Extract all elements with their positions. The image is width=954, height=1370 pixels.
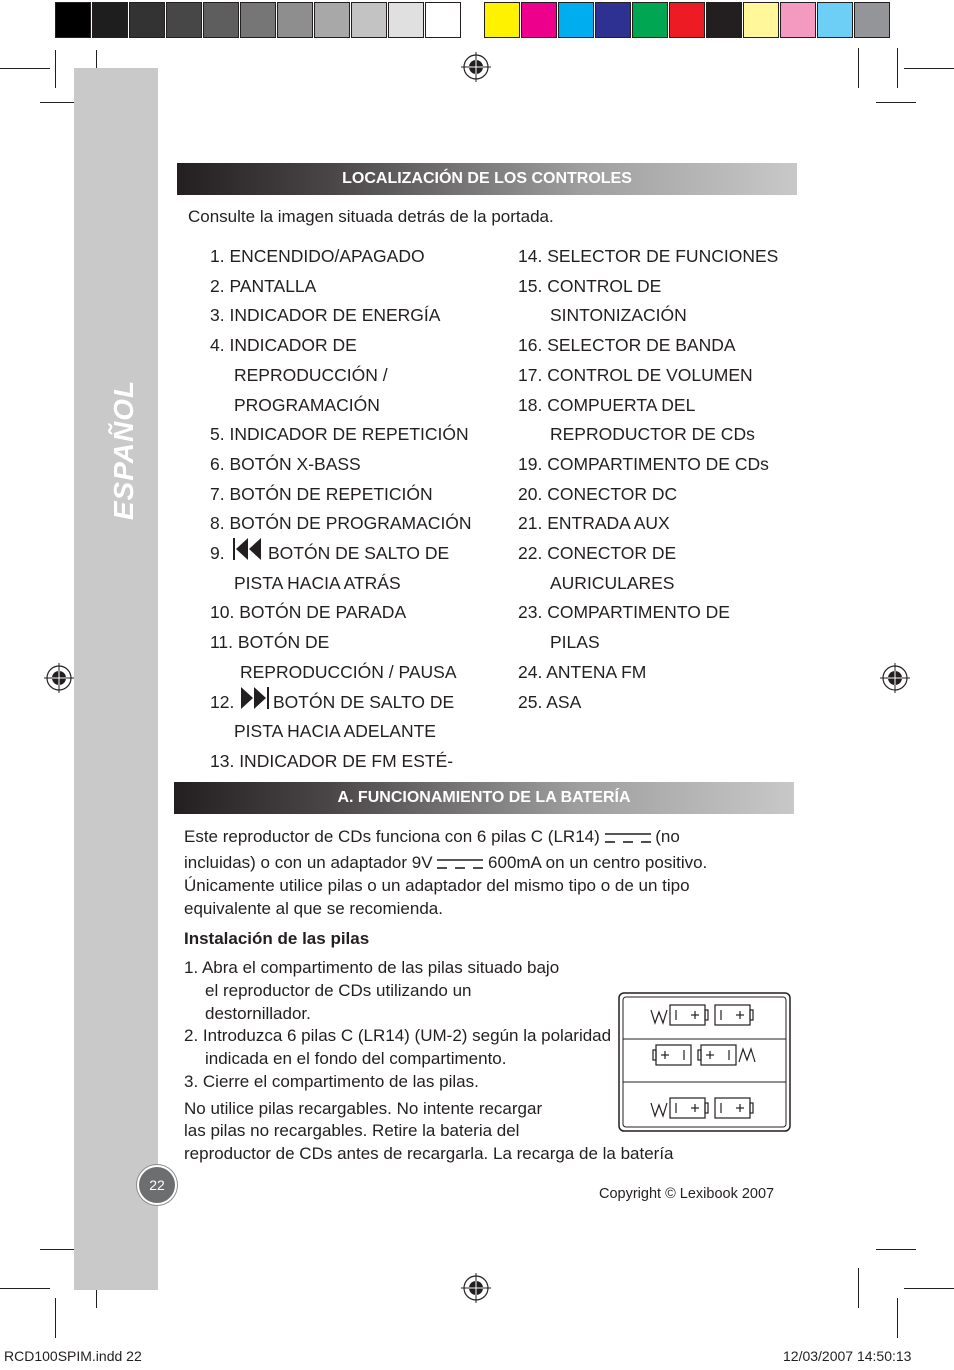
crop-mark [0,68,50,69]
color-swatch [129,2,165,38]
dc-symbol-icon [437,858,483,870]
control-item: 4. INDICADOR DE [210,335,357,356]
color-swatch [706,2,742,38]
control-item: REPRODUCTOR DE CDs [550,424,755,445]
control-item: 19. COMPARTIMENTO DE CDs [518,453,769,474]
crop-mark [55,50,56,88]
step-line: 3. Cierre el compartimento de las pilas. [184,1072,479,1091]
crop-mark [55,1298,56,1338]
crop-mark [40,1249,78,1250]
registration-mark-icon [461,52,491,82]
color-swatch [780,2,816,38]
battery-paragraph-line: equivalente al que se recomienda. [184,899,443,918]
color-swatch [743,2,779,38]
section-header-controls [177,163,797,195]
battery-paragraph-line: Únicamente utilice pilas o un adaptador del mismo tipo o de un tipo [184,876,690,895]
control-item: 22. CONECTOR DE [518,543,677,563]
control-item: 24. ANTENA FM [518,661,647,682]
control-item: 21. ENTRADA AUX [518,513,670,534]
crop-mark [876,1249,916,1250]
crop-mark [858,48,859,88]
control-item: 13. INDICADOR DE FM ESTÉ- [210,750,454,771]
color-swatch [314,2,350,38]
control-item: REPRODUCCIÓN / PAUSA [240,661,457,682]
color-swatch [203,2,239,38]
color-swatch [166,2,202,38]
control-item: 14. SELECTOR DE FUNCIONES [518,246,779,266]
control-item: 11. BOTÓN DE [210,632,330,653]
section-title: LOCALIZACIÓN DE LOS CONTROLES [342,170,632,187]
crop-mark [858,1268,859,1308]
grayscale-color-bar [55,2,462,38]
color-swatch [92,2,128,38]
control-item: 3. INDICADOR DE ENERGÍA [210,305,441,326]
control-item: 8. BOTÓN DE PROGRAMACIÓN [210,513,472,534]
control-item: 25. ASA [518,691,582,712]
skip-back-icon [232,537,262,561]
color-swatch [484,2,520,38]
crop-mark [904,1288,954,1289]
control-item: 15. CONTROL DE [518,275,662,296]
registration-mark-icon [880,663,910,693]
control-item: 23. COMPARTIMENTO DE [518,602,730,623]
control-item: 12. [210,691,235,712]
control-item: 6. BOTÓN X-BASS [210,453,361,474]
step-line: 1. Abra el compartimento de las pilas situado bajo [184,958,560,977]
intro-text: Consulte la imagen situada detrás de la portada. [188,207,554,226]
dc-symbol-icon [605,832,651,844]
registration-mark-icon [44,663,74,693]
battery-paragraph-line: Este reproductor de CDs funciona con 6 pilas C (LR14) (no [184,827,680,846]
section-title: A. FUNCIONAMIENTO DE LA BATERÍA [337,789,631,806]
control-item: BOTÓN DE SALTO DE [268,543,450,563]
step-line: indicada en el fondo del compartimento. [205,1049,507,1068]
crop-mark [904,68,954,69]
control-item: 18. COMPUERTA DEL [518,394,696,415]
battery-compartment-diagram [618,992,791,1132]
battery-paragraph-line: incluidas) o con un adaptador 9V 600mA on un centro positivo. [184,853,708,872]
color-swatch [558,2,594,38]
warning-line: reproductor de CDs antes de recargarla. La recarga de la batería [184,1144,674,1163]
color-swatch [425,2,461,38]
color-swatch [351,2,387,38]
control-item: PILAS [550,632,600,653]
print-timestamp: 12/03/2007 14:50:13 [783,1348,912,1364]
copyright-text: Copyright © Lexibook 2007 [599,1186,775,1202]
control-item: 10. BOTÓN DE PARADA [210,602,407,623]
color-swatch [669,2,705,38]
crop-mark [40,102,78,103]
crop-mark [0,1288,50,1289]
control-item: 1. ENCENDIDO/APAGADO [210,246,425,266]
step-line: destornillador. [205,1004,311,1023]
page-number-badge: 22 [137,1165,177,1205]
warning-line: las pilas no recargables. Retire la bateria del [184,1121,520,1140]
step-line: 2. Introduzca 6 pilas C (LR14) (UM-2) según la polaridad [184,1026,612,1045]
control-item: PROGRAMACIÓN [234,394,380,415]
crop-mark [897,48,898,88]
registration-mark-icon [461,1273,491,1303]
color-swatch [854,2,890,38]
section-header-battery [174,782,794,814]
installation-subheading: Instalación de las pilas [184,929,370,948]
control-item: SINTONIZACIÓN [550,305,687,326]
language-label: ESPAÑOL [108,379,139,521]
crop-mark [897,1298,898,1338]
language-sidebar [74,68,158,1290]
control-item: PISTA HACIA ADELANTE [234,721,436,742]
control-item: 7. BOTÓN DE REPETICIÓN [210,483,433,504]
control-item: 16. SELECTOR DE BANDA [518,335,736,356]
file-slug: RCD100SPIM.indd 22 [4,1348,142,1364]
control-item: PISTA HACIA ATRÁS [234,572,401,593]
process-color-bar [484,2,891,38]
color-swatch [595,2,631,38]
control-item: REPRODUCCIÓN / [234,364,388,385]
color-swatch [632,2,668,38]
skip-forward-icon [240,686,270,710]
color-swatch [521,2,557,38]
control-item: 20. CONECTOR DC [518,483,678,504]
control-item: 2. PANTALLA [210,275,317,296]
control-item: 9. [210,543,225,563]
color-swatch [55,2,91,38]
color-swatch [388,2,424,38]
control-item: BOTÓN DE SALTO DE [273,691,455,712]
color-swatch [240,2,276,38]
crop-mark [876,102,916,103]
step-line: el reproductor de CDs utilizando un [205,981,472,1000]
control-item: 5. INDICADOR DE REPETICIÓN [210,424,469,445]
color-swatch [277,2,313,38]
control-item: AURICULARES [550,572,675,593]
warning-line: No utilice pilas recargables. No intente recargar [184,1099,543,1118]
color-swatch [817,2,853,38]
control-item: 17. CONTROL DE VOLUMEN [518,364,753,385]
